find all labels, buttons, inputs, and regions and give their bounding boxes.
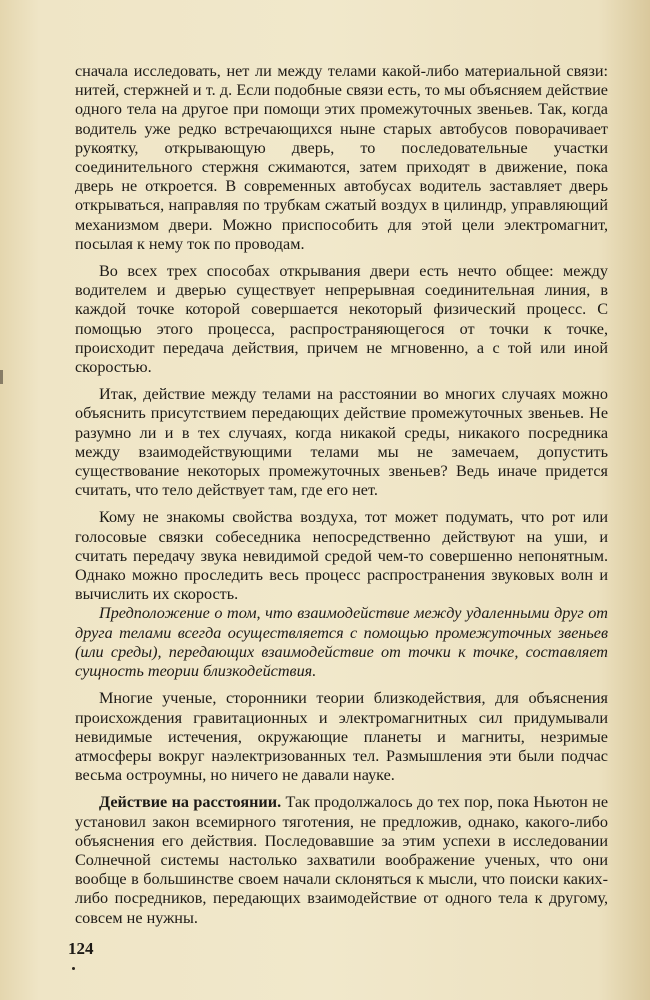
paragraph-definition: Предположение о том, что взаимодействие между удаленными друг от друга телами всегда осуществляется с помощью промежуточных звеньев (или среды), передающих взаимодействие от точки к точке, составляет сущность теории близкодействия. [75, 604, 608, 681]
paragraph-3: Итак, действие между телами на расстоянии во многих случаях можно объяснить присутствием передающих действие промежуточных звеньев. Не разумно ли и в тех случаях, когда никакой среды, никакого посредника между взаимодействующими телами мы не замечаем, допустить существование некоторых промежуточных звеньев? Ведь иначе придется считать, что тело действует там, где его нет. [75, 385, 608, 500]
paragraph-7 [75, 793, 608, 927]
section-heading: Действие на расстоянии. [99, 793, 282, 812]
page-number: 124 [68, 939, 94, 958]
paragraph-2: Во всех трех способах открывания двери есть нечто общее: между водителем и дверью существует непрерывная соединительная линия, в каждой точке которой совершается некоторый физический процесс. С помощью этого процесса, распространяющегося от точки к точке, происходит передача действия, причем не мгновенно, а с той или иной скоростью. [75, 262, 608, 377]
ink-dot [72, 967, 75, 970]
text-body [75, 62, 608, 928]
spine-mark [0, 370, 3, 384]
paragraph-6: Многие ученые, сторонники теории близкодействия, для объяснения происхождения гравитационных и электромагнитных сил придумывали невидимые истечения, окружающие планеты и магниты, незримые атмосферы вокруг наэлектризованных тел. Размышления эти были подчас весьма остроумны, но ничего не давали науке. [75, 689, 608, 785]
paragraph-4: Кому не знакомы свойства воздуха, тот может подумать, что рот или голосовые связки собеседника непосредственно действуют на уши, и считать передачу звука невидимой средой чем-то совершенно непонятным. Однако можно проследить весь процесс распространения звуковых волн и вычислить их скорость. [75, 508, 608, 604]
paragraph-7-text: Так продолжалось до тех пор, пока Ньютон не установил закон всемирного тяготения, не предложив, однако, какого-либо объяснения его действия. Последовавшие за этим успехи в исследовании Солнечной системы настолько захватили воображение ученых, что они вообще в большинстве своем начали склоняться к мысли, что поиски каких-либо посредников, передающих взаимодействие от одного тела к другому, совсем не нужны. [75, 793, 609, 927]
paragraph-1: сначала исследовать, нет ли между телами какой-либо материальной связи: нитей, стержней и т. д. Если подобные связи есть, то мы объясняем действие одного тела на другое при помощи этих промежуточных звеньев. Так, когда водитель уже редко встречающихся ныне старых автобусов поворачивает рукоятку, открывающую дверь, то последовательные участки соединительного стержня сжимаются, затем приходят в движение, пока дверь не откроется. В современных автобусах водитель заставляет дверь открываться, направляя по трубкам сжатый воздух в цилиндр, управляющий механизмом двери. Можно приспособить для этой цели электромагнит, посылая к нему ток по проводам. [75, 62, 608, 253]
